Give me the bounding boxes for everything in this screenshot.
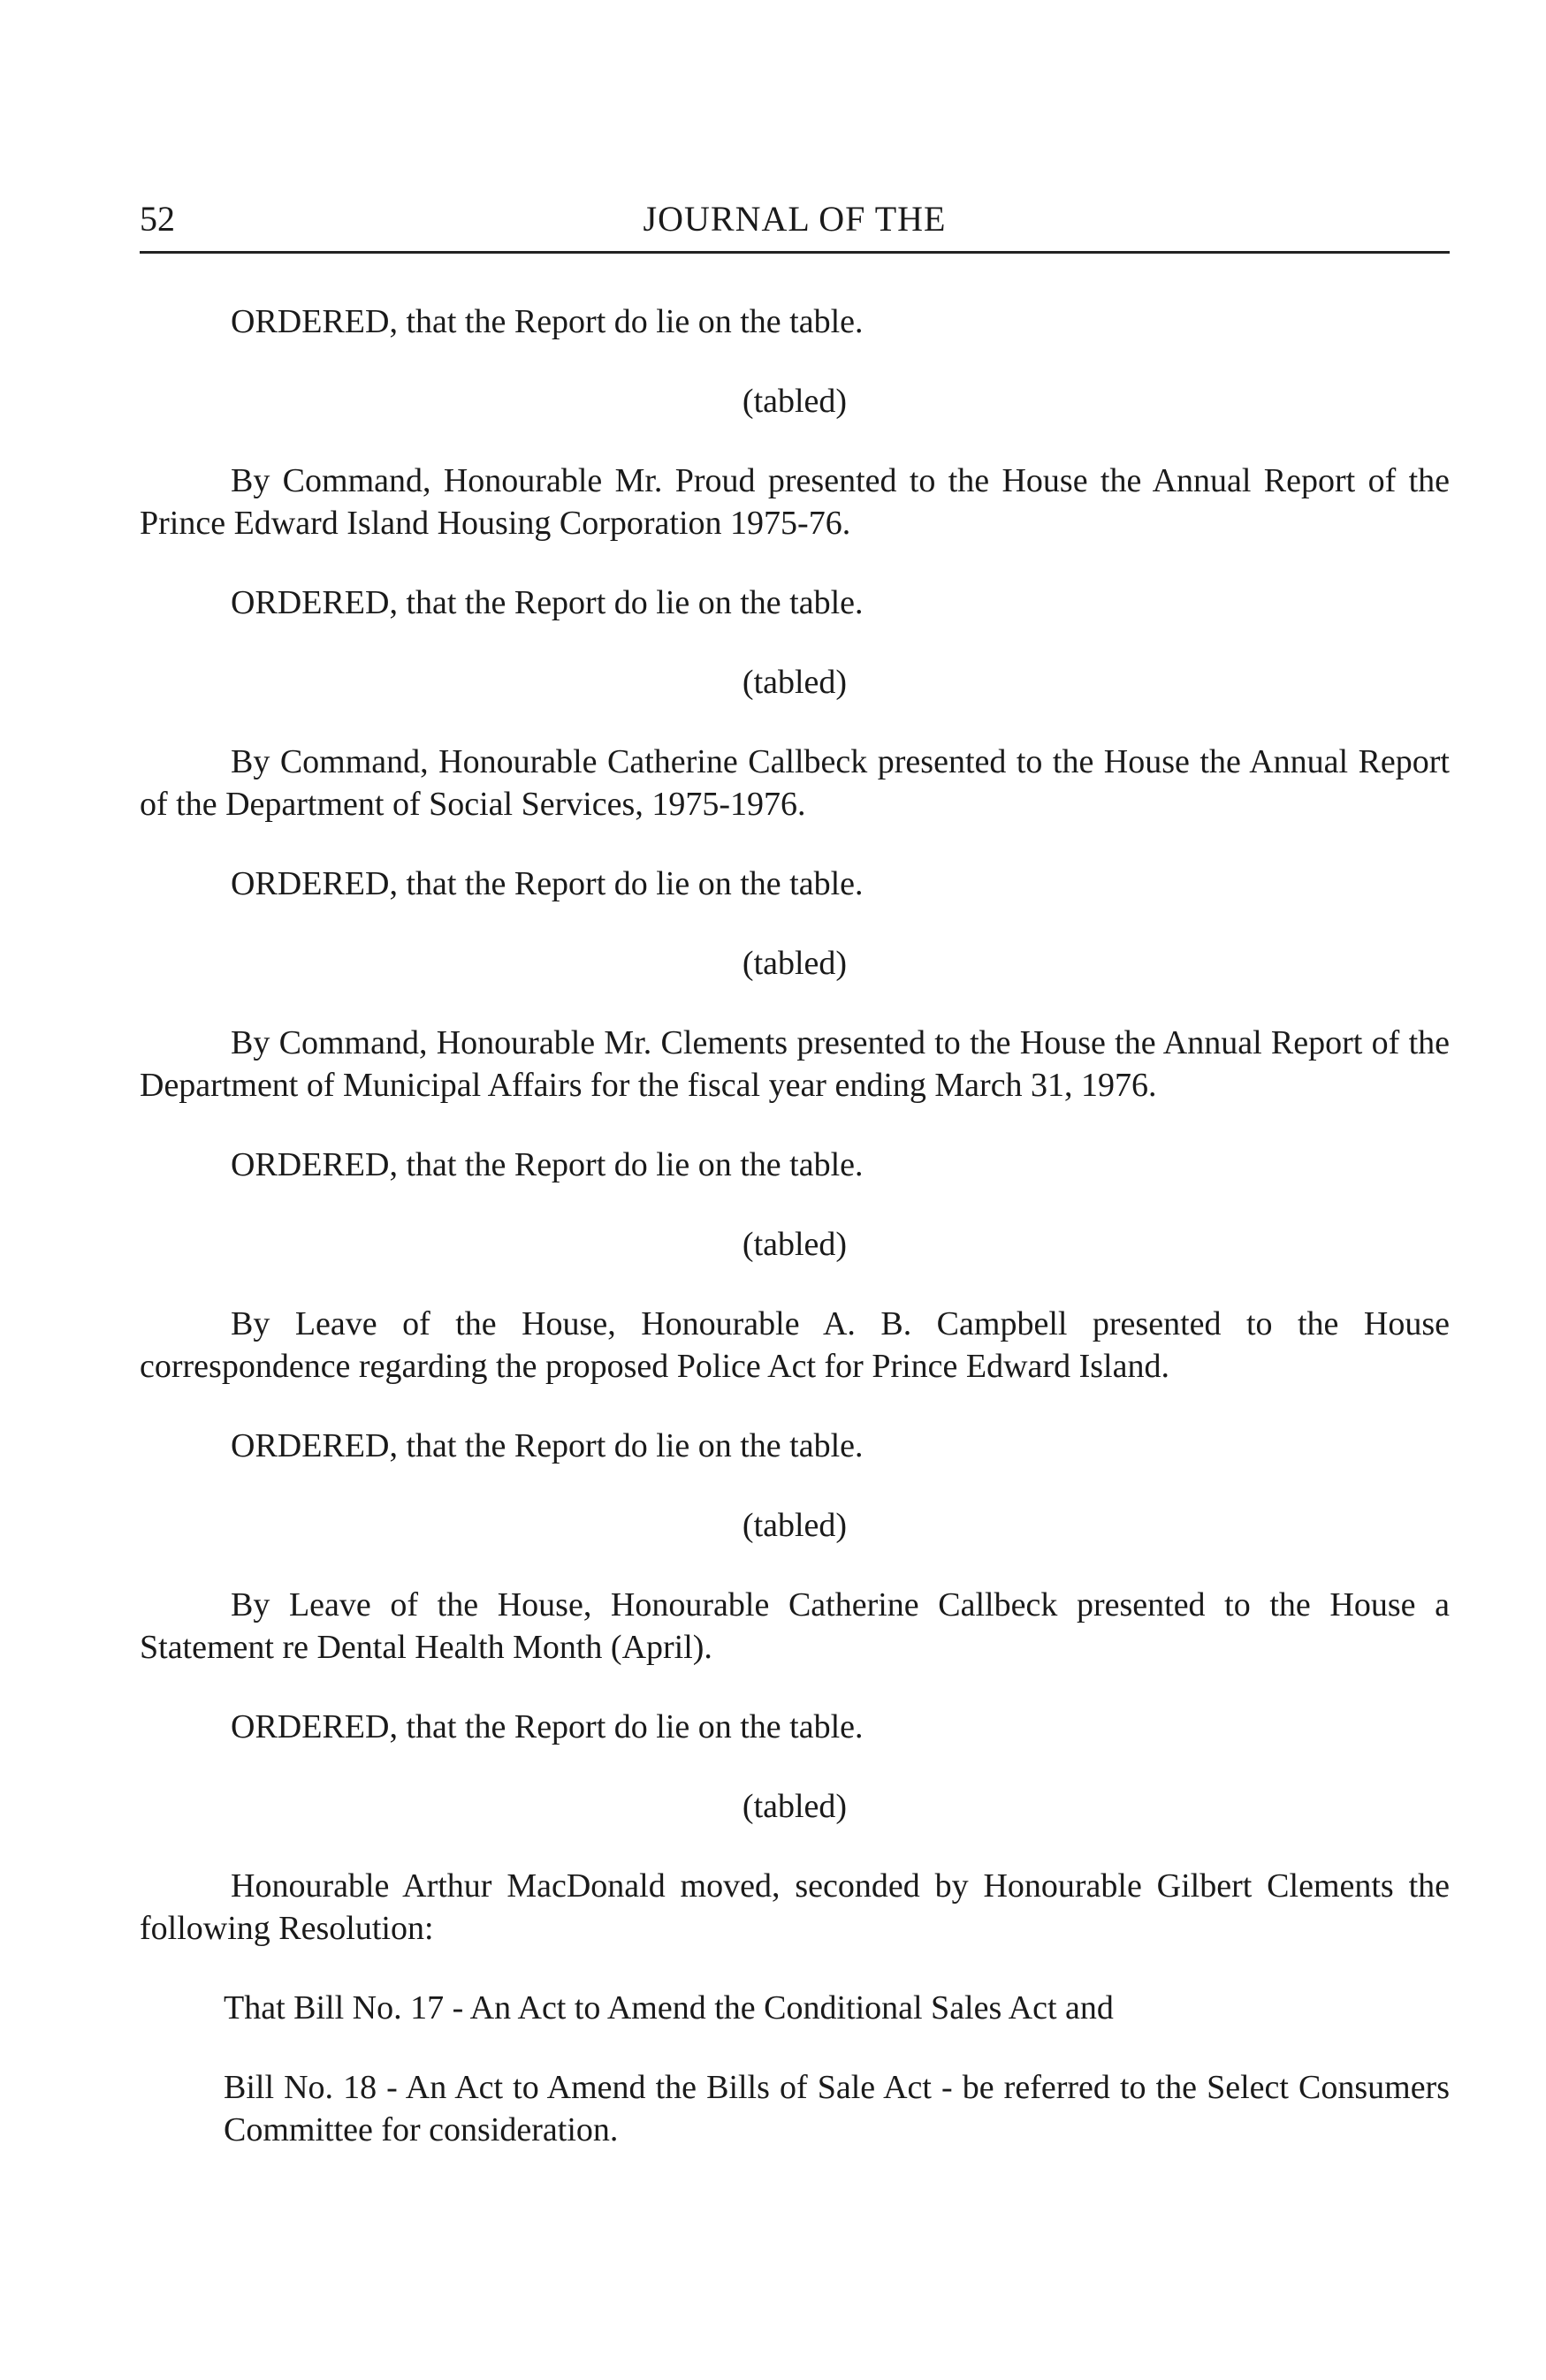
ordered-paragraph: ORDERED, that the Report do lie on the table. — [231, 584, 864, 621]
page-number: 52 — [140, 199, 175, 239]
motion-paragraph: Honourable Arthur MacDonald moved, seconded by Honourable Gilbert Clements the following Resolution: — [140, 1867, 1450, 1947]
proceeding-paragraph: By Leave of the House, Honourable Catherine Callbeck presented to the House a Statement re Dental Health Month (April). — [140, 1586, 1450, 1666]
proceeding-paragraph: By Command, Honourable Mr. Clements presented to the House the Annual Report of the Department of Municipal Affairs for the fiscal year ending March 31, 1976. — [140, 1024, 1450, 1104]
proceeding-paragraph: By Command, Honourable Mr. Proud presented to the House the Annual Report of the Prince Edward Island Housing Corporation 1975-76. — [140, 462, 1450, 542]
page-header — [140, 193, 1450, 254]
resolution-text: Bill No. 18 - An Act to Amend the Bills of Sale Act - be referred to the Select Consumers Committee for consideration. — [224, 2069, 1450, 2148]
tabled-note: (tabled) — [742, 383, 848, 420]
proceeding-paragraph: By Leave of the House, Honourable A. B. Campbell presented to the House correspondence regarding the proposed Police Act for Prince Edward Island. — [140, 1305, 1450, 1385]
resolution-text: That Bill No. 17 - An Act to Amend the Conditional Sales Act and — [224, 1989, 1114, 2026]
proceeding-paragraph: By Command, Honourable Catherine Callbeck presented to the House the Annual Report of the Department of Social Services, 1975-1976. — [140, 743, 1450, 823]
ordered-paragraph: ORDERED, that the Report do lie on the table. — [231, 1146, 864, 1183]
tabled-note: (tabled) — [742, 664, 848, 701]
ordered-paragraph: ORDERED, that the Report do lie on the table. — [231, 865, 864, 902]
ordered-paragraph: ORDERED, that the Report do lie on the table. — [231, 1708, 864, 1745]
journal-body — [140, 300, 1450, 2188]
ordered-paragraph: ORDERED, that the Report do lie on the table. — [231, 303, 864, 340]
tabled-note: (tabled) — [742, 1788, 848, 1825]
ordered-paragraph: ORDERED, that the Report do lie on the table. — [231, 1427, 864, 1464]
running-head: JOURNAL OF THE — [643, 199, 947, 239]
tabled-note: (tabled) — [742, 1226, 848, 1263]
tabled-note: (tabled) — [742, 945, 848, 982]
tabled-note: (tabled) — [742, 1507, 848, 1544]
